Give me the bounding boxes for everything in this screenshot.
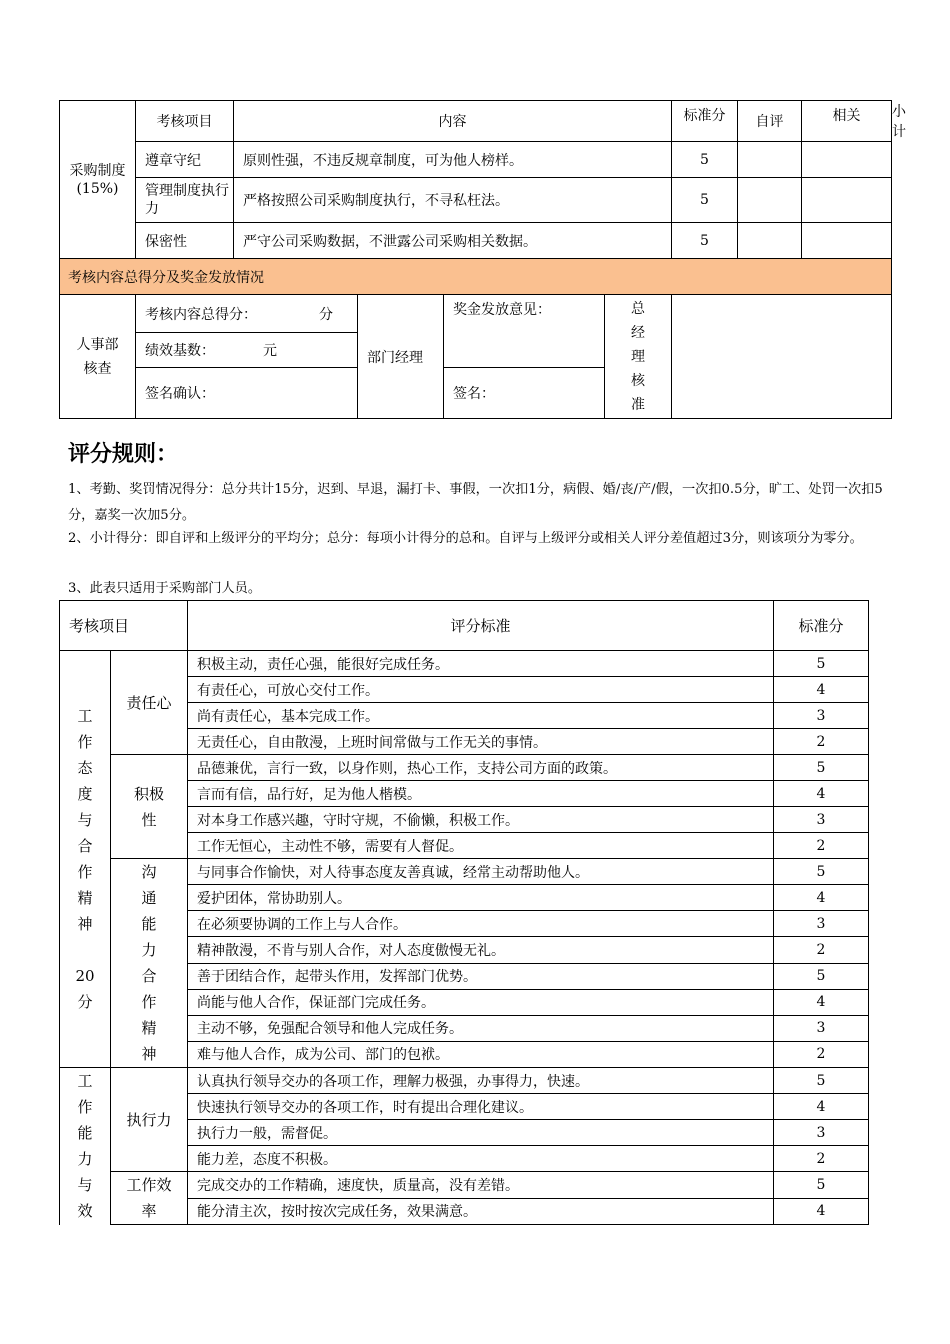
criteria-row [60,651,869,677]
group-label-ability [60,1068,111,1225]
criteria-text: 品德兼优，言行一致，以身作则，热心工作，支持公司方面的政策。 [188,755,774,781]
gm-char: 核 [631,372,645,389]
gm-approve-field[interactable] [672,295,892,419]
header-self: 自评 [738,101,802,142]
summary-band [60,259,892,295]
row-content: 严格按照公司采购制度执行，不寻私枉法。 [234,178,672,223]
row-score: 5 [672,142,738,178]
criteria-score: 5 [774,859,869,885]
subgroup-efficiency: 工作效 率 [111,1172,188,1225]
criteria-text: 无责任心，自由散漫，上班时间常做与工作无关的事情。 [188,729,774,755]
criteria-text: 与同事合作愉快，对人待事态度友善真诚，经常主动帮助他人。 [188,859,774,885]
sign-confirm-field[interactable]: 签名确认： [136,368,358,419]
row-item: 遵章守纪 [136,142,234,178]
table-row [60,142,892,178]
gm-approve-label [605,295,672,419]
criteria-score: 3 [774,1015,869,1041]
criteria-header-standard: 评分标准 [188,601,774,651]
criteria-text: 快速执行领导交办的各项工作，时有提出合理化建议。 [188,1094,774,1120]
self-score-cell[interactable] [738,178,802,223]
base-unit: 元 [263,343,277,359]
criteria-score: 2 [774,729,869,755]
total-score-unit: 分 [319,306,333,323]
rule-2: 2、小计得分：即自评和上级评分的平均分；总分：每项小计得分的总和。自评与上级评分或相关人评分差值超过3分，则该项分为零分。 [68,531,863,546]
header-content: 内容 [234,101,672,142]
criteria-text: 精神散漫，不肯与别人合作，对人态度傲慢无礼。 [188,937,774,963]
table-row [60,223,892,259]
self-score-cell[interactable] [738,142,802,178]
criteria-score: 5 [774,1172,869,1199]
criteria-text: 认真执行领导交办的各项工作，理解力极强，办事得力，快速。 [188,1068,774,1094]
criteria-text: 尚能与他人合作，保证部门完成任务。 [188,989,774,1015]
criteria-text: 尚有责任心，基本完成工作。 [188,703,774,729]
criteria-text: 言而有信，品行好，足为他人楷模。 [188,781,774,807]
criteria-text: 工作无恒心，主动性不够，需要有人督促。 [188,833,774,859]
criteria-score: 3 [774,807,869,833]
gm-char: 理 [631,348,645,365]
subgroup-responsibility: 责任心 [111,651,188,755]
subgroup-communication: 沟 通 能 力 合 作 精 神 [111,859,188,1068]
group-label-attitude-stack: 工 作 态 度 与 合 作 精 神 20 分 [75,707,95,1011]
criteria-score: 4 [774,1094,869,1120]
criteria-score: 2 [774,1041,869,1067]
criteria-score: 4 [774,989,869,1015]
section-label [60,101,136,259]
criteria-score: 5 [774,963,869,989]
criteria-score: 3 [774,703,869,729]
assessment-table [59,100,906,419]
criteria-text: 对本身工作感兴趣，守时守规，不偷懒，积极工作。 [188,807,774,833]
criteria-text: 善于团结合作，起带头作用，发挥部门优势。 [188,963,774,989]
dept-manager-label: 部门经理 [358,295,444,419]
criteria-score: 3 [774,1120,869,1146]
criteria-text: 在必须要协调的工作上与人合作。 [188,911,774,937]
subgroup-initiative: 积极 性 [111,755,188,859]
total-score-label: 考核内容总得分： [145,306,257,323]
rules-title: 评分规则： [68,442,179,467]
table-row [60,178,892,223]
criteria-score: 2 [774,1146,869,1172]
criteria-score: 4 [774,1198,869,1225]
criteria-score: 5 [774,755,869,781]
gm-approve-stack [605,297,671,417]
criteria-header-row [60,601,869,651]
related-score-cell[interactable] [802,142,892,178]
header-related: 相关 [802,101,892,142]
subgroup-execution: 执行力 [111,1068,188,1172]
row-item: 保密性 [136,223,234,259]
base-label: 绩效基数： [145,343,215,359]
criteria-row [60,1068,869,1094]
table-header-row: 采购制度(15%) 考核项目 内容 标准分 自评 相关 小计 [60,101,892,142]
hr-check-text: 人事部核查 [76,336,119,377]
section-label-text: 采购制度(15%) [69,162,126,197]
criteria-row [60,755,869,781]
criteria-header-score: 标准分 [774,601,869,651]
row-score: 5 [672,178,738,223]
criteria-text: 主动不够，免强配合领导和他人完成任务。 [188,1015,774,1041]
criteria-score: 2 [774,833,869,859]
summary-band-label: 考核内容总得分及奖金发放情况 [60,259,892,295]
criteria-text: 积极主动，责任心强，能很好完成任务。 [188,651,774,677]
group-label-attitude [60,651,111,1068]
related-score-cell[interactable] [802,223,892,259]
rule-1: 1、考勤、奖罚情况得分：总分共计15分，迟到、早退，漏打卡、事假，一次扣1分，病假、婚/丧/产/假，一次扣0.5分，旷工、处罚一次扣5分，嘉奖一次加5分。 [68,482,883,523]
row-item: 管理制度执行力 [136,178,234,223]
base-field[interactable] [136,333,358,368]
group-label-ability-stack: 工 作 能 力 与 效 [77,1072,93,1221]
gm-char: 总 [631,300,645,317]
criteria-score: 5 [774,1068,869,1094]
criteria-text: 难与他人合作，成为公司、部门的包袱。 [188,1041,774,1067]
hr-check-label [60,295,136,419]
criteria-table [59,600,869,1225]
criteria-row [60,1172,869,1199]
criteria-row [60,859,869,885]
header-standard: 标准分 [672,101,738,142]
total-score-field[interactable] [136,295,358,333]
criteria-score: 3 [774,911,869,937]
criteria-score: 5 [774,651,869,677]
row-content: 原则性强，不违反规章制度，可为他人榜样。 [234,142,672,178]
criteria-text: 爱护团体，常协助别人。 [188,885,774,911]
criteria-score: 2 [774,937,869,963]
gm-char: 经 [631,324,645,341]
row-score: 5 [672,223,738,259]
rule-3: 3、此表只适用于采购部门人员。 [68,581,262,596]
criteria-score: 4 [774,885,869,911]
criteria-text: 能分清主次，按时按次完成任务，效果满意。 [188,1198,774,1225]
related-score-cell[interactable] [802,178,892,223]
criteria-score: 4 [774,677,869,703]
header-item: 考核项目 [136,101,234,142]
criteria-text: 完成交办的工作精确，速度快，质量高，没有差错。 [188,1172,774,1199]
criteria-score: 4 [774,781,869,807]
criteria-text: 执行力一般，需督促。 [188,1120,774,1146]
sign-field[interactable]: 签名： [444,368,605,419]
row-content: 严守公司采购数据，不泄露公司采购相关数据。 [234,223,672,259]
criteria-text: 有责任心，可放心交付工作。 [188,677,774,703]
hr-row [60,295,892,333]
criteria-text: 能力差，态度不积极。 [188,1146,774,1172]
bonus-opinion-field[interactable]: 奖金发放意见： [444,295,605,368]
gm-char: 准 [631,396,645,413]
criteria-header-item: 考核项目 [60,601,188,651]
self-score-cell[interactable] [738,223,802,259]
